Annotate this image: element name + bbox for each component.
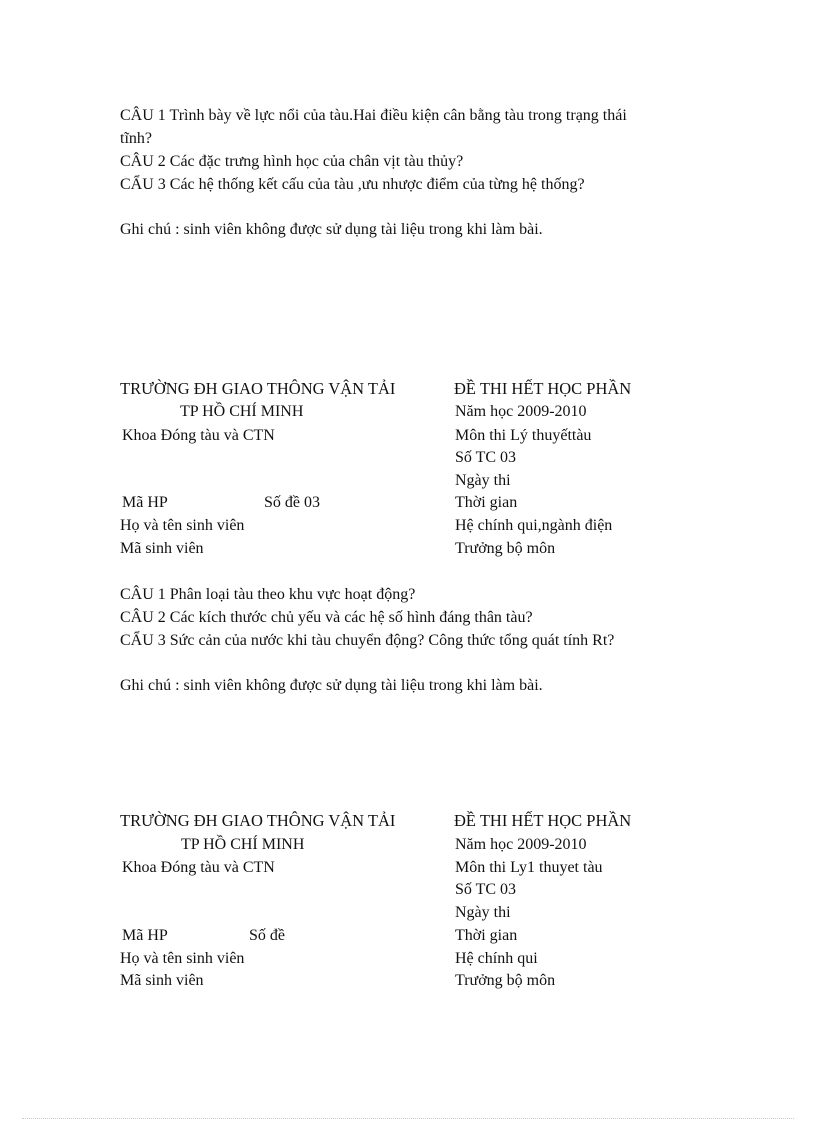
b3-student-name: Họ và tên sinh viên: [120, 950, 245, 967]
b2-school: TRƯỜNG ĐH GIAO THÔNG VẬN TẢI: [120, 379, 396, 398]
b1-note: Ghi chú : sinh viên không được sử dụng tài liệu trong khi làm bài.: [120, 221, 543, 238]
b2-code: Mã HP: [122, 494, 168, 511]
b2-city: TP HỒ CHÍ MINH: [180, 403, 304, 420]
b1-question-1: CÂU 1 Trình bày về lực nổi của tàu.Hai điều kiện cân bằng tàu trong trạng thái: [120, 107, 627, 124]
b1-question-3: CẨU 3 Các hệ thống kết cấu của tàu ,ưu nhược điểm của từng hệ thống?: [120, 176, 585, 193]
b2-exam-no: Số đề 03: [264, 494, 320, 511]
b2-question-2: CÂU 2 Các kích thước chủ yếu và các hệ số hình đáng thân tàu?: [120, 609, 533, 626]
b3-system: Hệ chính qui: [455, 950, 538, 967]
b2-system: Hệ chính qui,ngành điện: [455, 517, 613, 534]
b3-subject: Môn thi Ly1 thuyet tàu: [455, 859, 603, 876]
b3-date: Ngày thi: [455, 904, 511, 921]
b2-note: Ghi chú : sinh viên không được sử dụng tài liệu trong khi làm bài.: [120, 677, 543, 694]
b2-duration: Thời gian: [455, 494, 518, 511]
b2-head: Trưởng bộ môn: [455, 540, 556, 557]
b2-credits: Số TC 03: [455, 449, 517, 466]
b3-exam-no: Số đề: [249, 927, 285, 944]
b2-subject: Môn thi Lý thuyếttàu: [455, 427, 592, 444]
b3-faculty: Khoa Đóng tàu và CTN: [122, 859, 275, 876]
b3-credits: Số TC 03: [455, 881, 517, 898]
b2-question-3: CẨU 3 Sức cản của nước khi tàu chuyển động? Công thức tổng quát tính Rt?: [120, 632, 615, 649]
b2-student-name: Họ và tên sinh viên: [120, 517, 245, 534]
b3-year: Năm học 2009-2010: [455, 836, 587, 853]
b3-duration: Thời gian: [455, 927, 518, 944]
b2-year: Năm học 2009-2010: [455, 403, 587, 420]
b2-date: Ngày thi: [455, 472, 511, 489]
b2-exam-title: ĐỀ THI HẾT HỌC PHẦN: [454, 379, 632, 398]
b2-faculty: Khoa Đóng tàu và CTN: [122, 427, 275, 444]
b3-student-id: Mã sinh viên: [120, 972, 204, 989]
b2-question-1: CÂU 1 Phân loại tàu theo khu vực hoạt động?: [120, 586, 416, 603]
page-bottom-divider: [22, 1118, 794, 1119]
b3-exam-title: ĐỀ THI HẾT HỌC PHẦN: [454, 811, 632, 830]
b3-city: TP HỒ CHÍ MINH: [181, 836, 305, 853]
b2-student-id: Mã sinh viên: [120, 540, 204, 557]
b3-school: TRƯỜNG ĐH GIAO THÔNG VẬN TẢI: [120, 811, 396, 830]
b3-code: Mã HP: [122, 927, 168, 944]
b1-question-1-cont: tĩnh?: [120, 130, 152, 147]
b1-question-2: CÂU 2 Các đặc trưng hình học của chân vịt tàu thủy?: [120, 153, 464, 170]
b3-head: Trưởng bộ môn: [455, 972, 556, 989]
